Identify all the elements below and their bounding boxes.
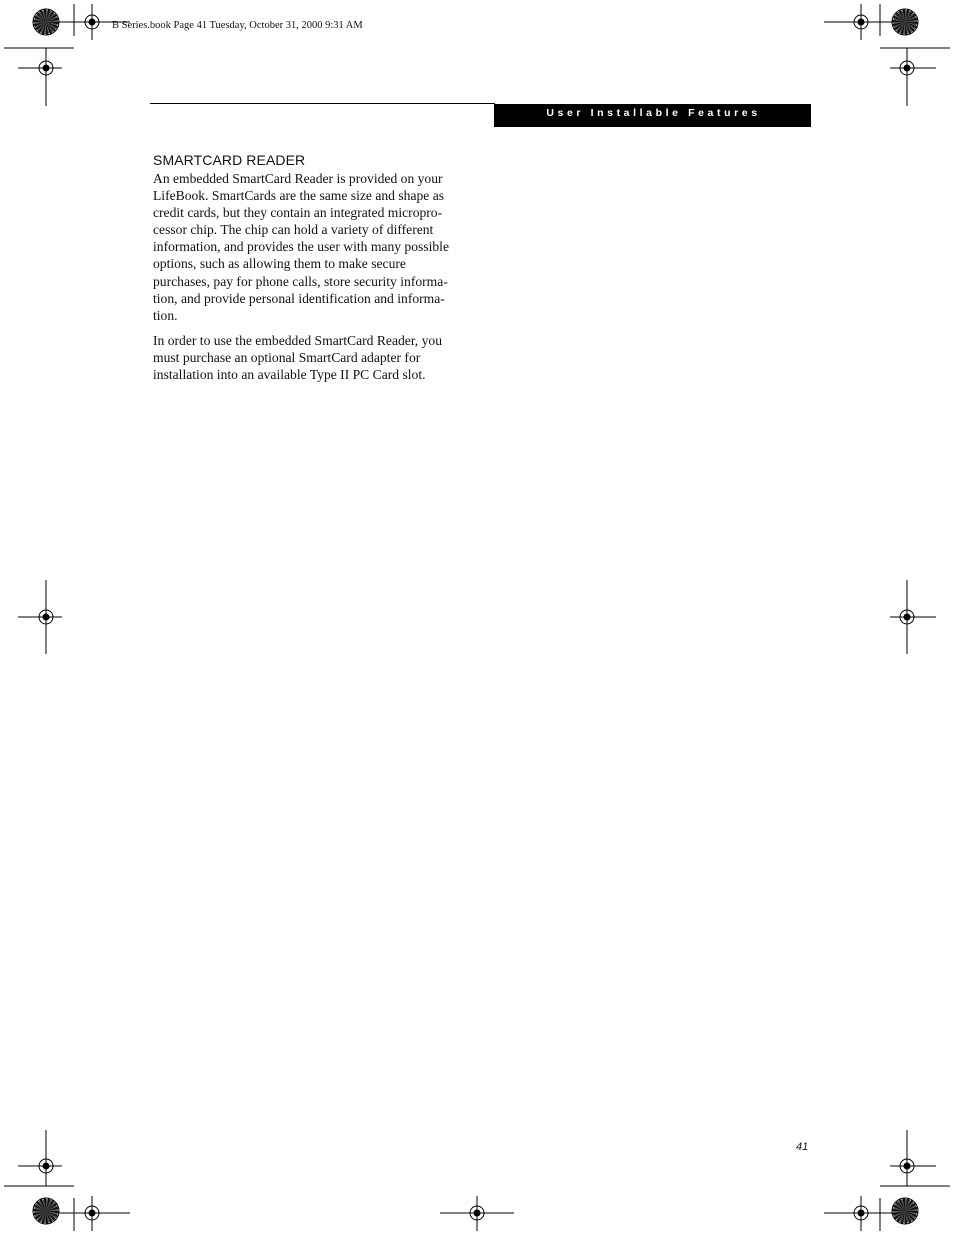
registration-mark-icon [890, 580, 936, 654]
section-header-bar [494, 104, 811, 127]
text-line: An embedded SmartCard Reader is provided on your [153, 171, 443, 186]
text-line: information, and provides the user with many possible [153, 239, 449, 255]
text-line: cessor chip. The chip can hold a variety of different [153, 222, 434, 238]
header-rule [150, 103, 495, 104]
section-title: SMARTCARD READER [153, 152, 306, 168]
text-line: LifeBook. SmartCards are the same size and shape as [153, 188, 445, 204]
starburst-target-icon [892, 9, 918, 35]
registration-mark-icon [440, 1196, 514, 1231]
page-number: 41 [796, 1141, 809, 1153]
starburst-target-icon [892, 1198, 918, 1224]
main-content [153, 152, 465, 391]
registration-mark-icon [824, 4, 898, 40]
paragraph [153, 332, 465, 383]
starburst-target-icon [33, 9, 59, 35]
starburst-target-icon [33, 1198, 59, 1224]
text-line: must purchase an optional SmartCard adapter for [153, 349, 421, 365]
text-line: purchases, pay for phone calls, store security informa- [153, 273, 448, 289]
paragraph [153, 170, 465, 324]
print-slug: B Series.book Page 41 Tuesday, October 31, 2000 9:31 AM [112, 20, 363, 31]
text-line: tion, and provide personal identification and informa- [153, 290, 445, 306]
text-line: options, such as allowing them to make secure [153, 256, 406, 272]
text-line: credit cards, but they contain an integrated micropro- [153, 205, 443, 221]
registration-mark-icon [890, 1130, 936, 1186]
text-line: tion. [153, 307, 178, 323]
registration-mark-icon [824, 1196, 898, 1231]
registration-mark-icon [18, 580, 62, 654]
registration-mark-icon [890, 48, 936, 106]
section-header-label: User Installable Features [546, 107, 761, 119]
text-line: installation into an available Type II PC Card slot. [153, 367, 426, 383]
registration-mark-icon [54, 1196, 130, 1231]
registration-mark-icon [18, 48, 62, 106]
text-line: In order to use the embedded SmartCard Reader, you [153, 332, 442, 348]
registration-mark-icon [18, 1130, 62, 1186]
